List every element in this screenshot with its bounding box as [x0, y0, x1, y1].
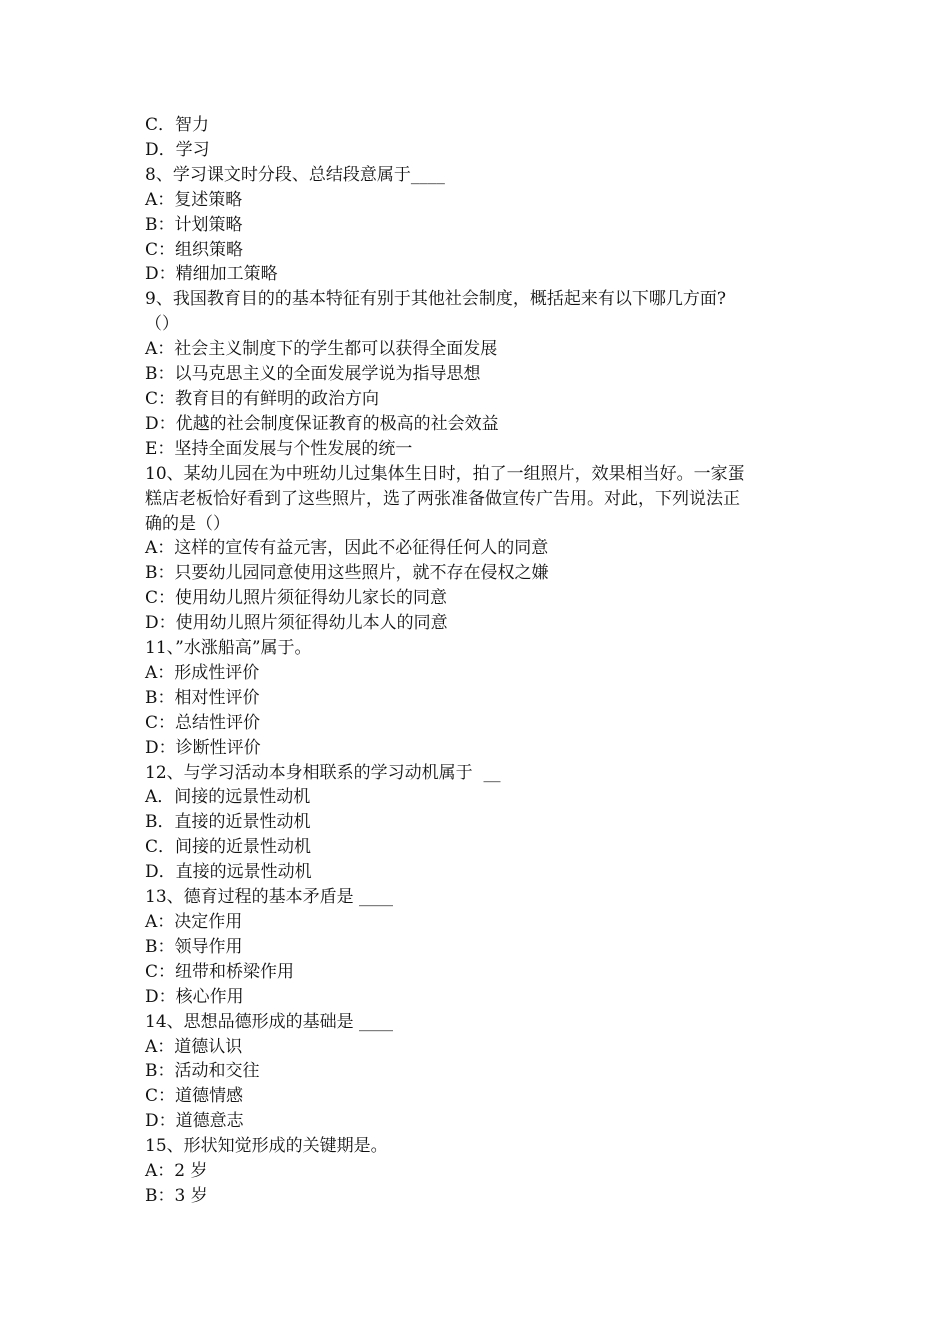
text-line: D：诊断性评价: [145, 737, 261, 758]
text-line: D．直接的远景性动机: [145, 862, 312, 883]
text-line: A：社会主义制度下的学生都可以获得全面发展: [145, 339, 498, 360]
question-12: 12、与学习活动本身相联系的学习动机属于 __: [145, 762, 501, 783]
question-14: 14、思想品德形成的基础是 ____: [145, 1011, 394, 1032]
text-line: C．智力: [145, 115, 210, 135]
text-line: C：纽带和桥梁作用: [145, 961, 295, 982]
text-line: B：3 岁: [145, 1185, 208, 1206]
text-line: B：只要幼儿园同意使用这些照片，就不存在侵权之嫌: [145, 563, 549, 584]
text-line: D：使用幼儿照片须征得幼儿本人的同意: [145, 613, 448, 634]
question-15: 15、形状知觉形成的关键期是。: [145, 1136, 388, 1157]
text-line: D：精细加工策略: [145, 264, 278, 285]
text-line: B：活动和交往: [145, 1061, 260, 1082]
text-line: 确的是（）: [145, 513, 230, 534]
text-line: D：核心作用: [145, 986, 244, 1007]
text-line: B：以马克思主义的全面发展学说为指导思想: [145, 364, 481, 385]
text-line: C．间接的近景性动机: [145, 837, 312, 858]
text-line: B．直接的近景性动机: [145, 812, 311, 833]
text-line: E：坚持全面发展与个性发展的统一: [145, 438, 413, 459]
text-line: B：领导作用: [145, 936, 243, 957]
text-line: A：2 岁: [145, 1161, 208, 1182]
text-line: （）: [145, 314, 179, 335]
question-10: 10、某幼儿园在为中班幼儿过集体生日时，拍了一组照片，效果相当好。一家蛋: [145, 463, 745, 484]
text-line: A：决定作用: [145, 912, 243, 932]
text-line: C：道德情感: [145, 1086, 244, 1107]
question-8: 8、学习课文时分段、总结段意属于____: [145, 164, 445, 185]
text-line: A：这样的宣传有益元害，因此不必征得任何人的同意: [145, 538, 549, 559]
text-line: D．学习: [145, 139, 210, 160]
text-line: D：优越的社会制度保证教育的极高的社会效益: [145, 413, 499, 434]
text-line: A．间接的远景性动机: [145, 787, 311, 808]
text-line: A：复述策略: [145, 189, 243, 210]
text-line: A：形成性评价: [145, 662, 260, 683]
question-9: 9、我国教育目的的基本特征有别于其他社会制度，概括起来有以下哪几方面?: [145, 289, 726, 310]
text-line: 糕店老板恰好看到了这些照片，选了两张准备做宣传广告用。对此，下列说法正: [145, 488, 740, 509]
text-line: C：组织策略: [145, 239, 244, 260]
text-line: D：道德意志: [145, 1111, 244, 1132]
text-line: B：相对性评价: [145, 687, 260, 708]
document-page: [145, 113, 810, 1209]
question-11: 11、”水涨船高”属于。: [145, 638, 312, 659]
text-line: C：使用幼儿照片须征得幼儿家长的同意: [145, 588, 448, 609]
question-13: 13、德育过程的基本矛盾是 ____: [145, 887, 394, 908]
text-line: A：道德认识: [145, 1036, 243, 1057]
text-line: B：计划策略: [145, 214, 243, 235]
text-line: C：总结性评价: [145, 712, 261, 733]
text-line: C：教育目的有鲜明的政治方向: [145, 388, 380, 409]
